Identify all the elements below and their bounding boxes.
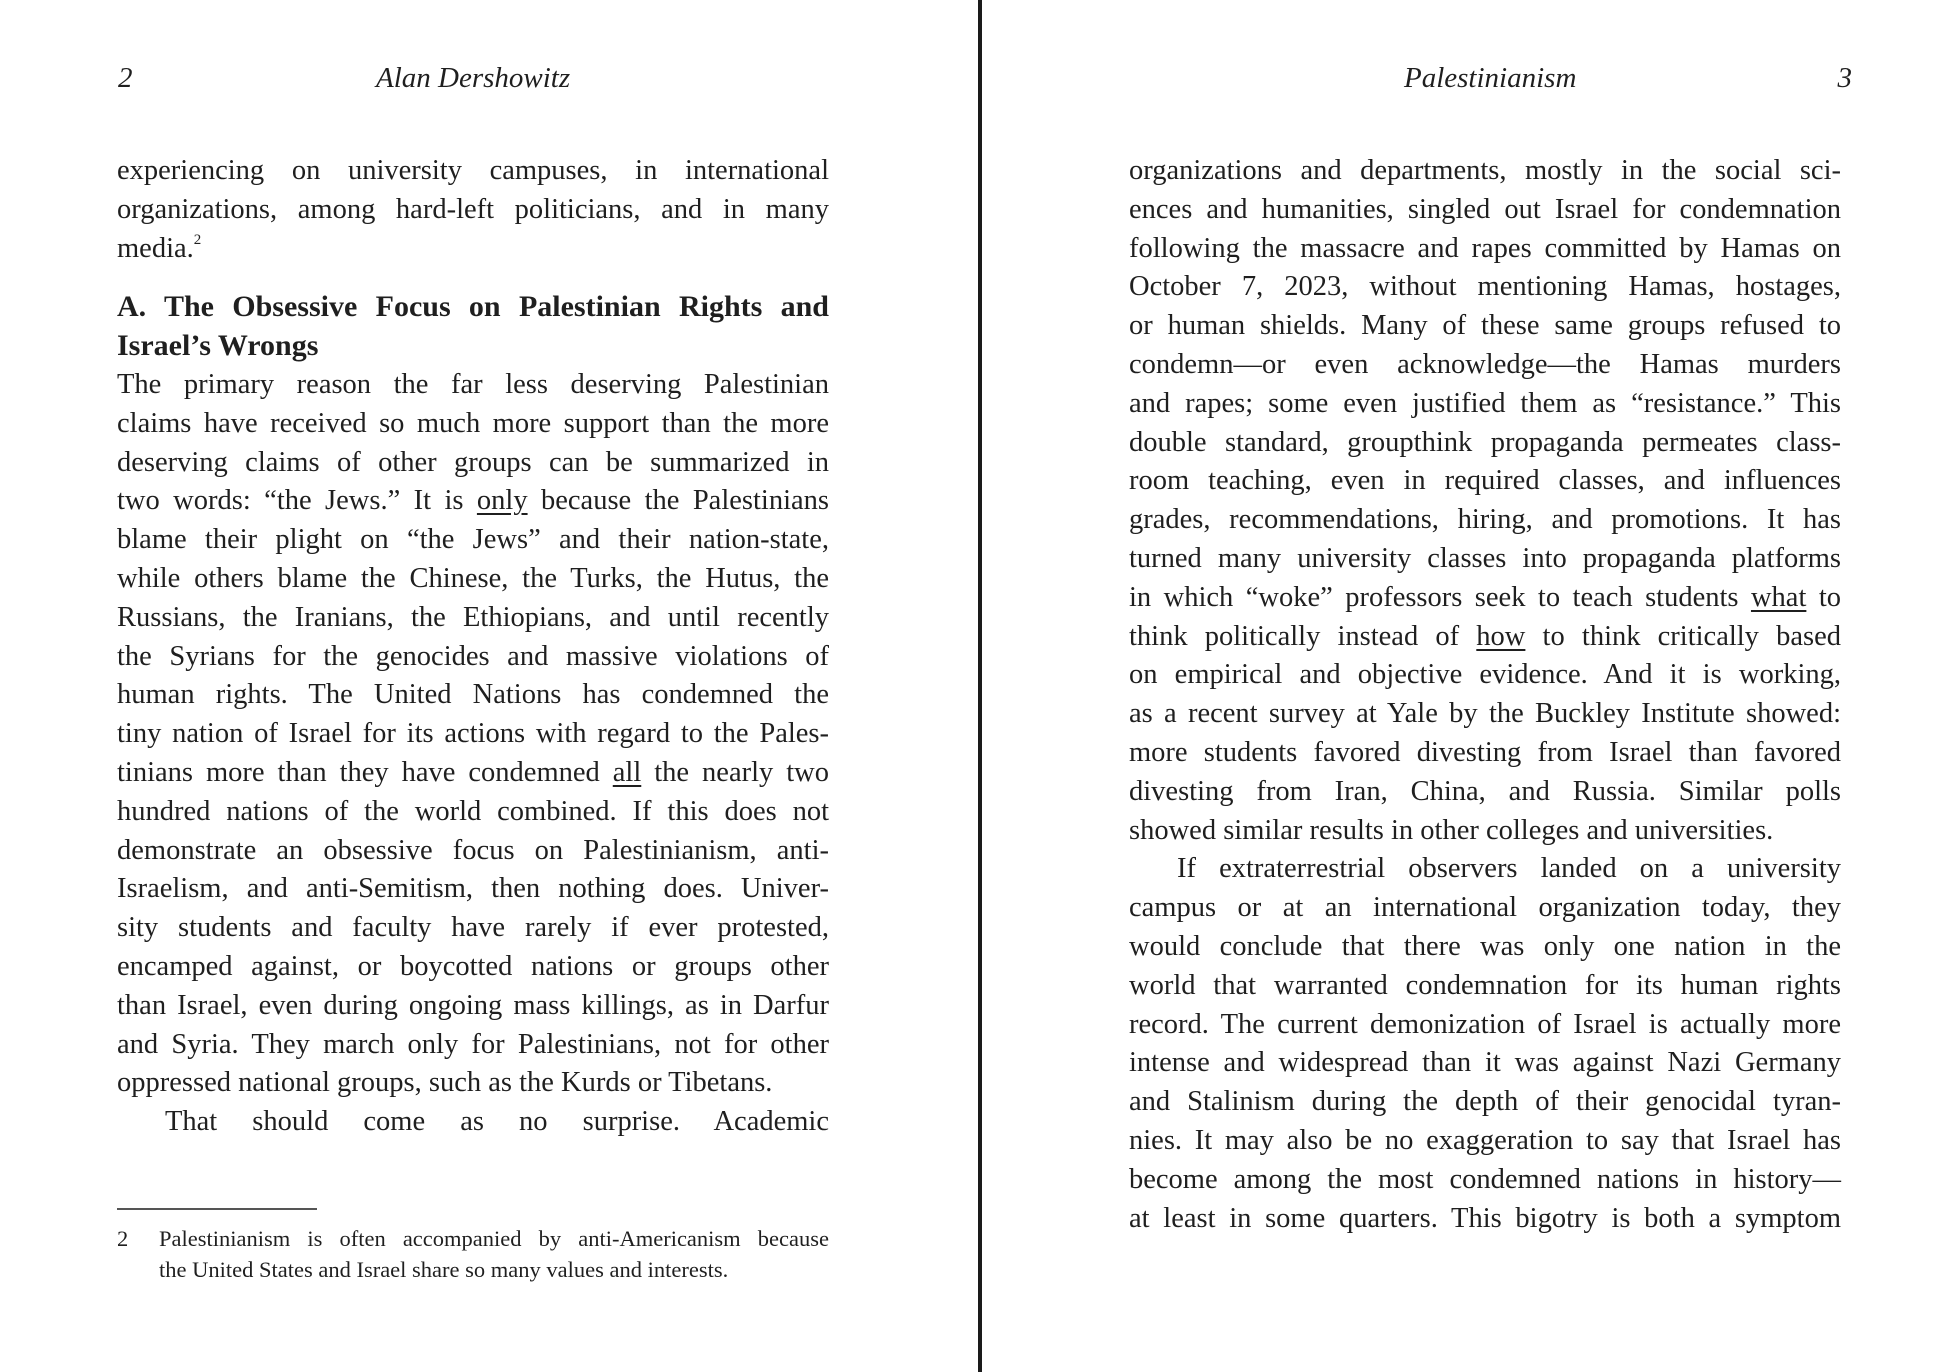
text-line: claims have received so much more support than the more (117, 407, 829, 439)
section-heading (117, 288, 829, 366)
text-line: more students favored divesting from Israel than favored (1129, 736, 1841, 768)
text-fragment: tinians more than they have condemned (117, 756, 613, 788)
text-line: demonstrate an obsessive focus on Palestinianism, anti- (117, 834, 829, 866)
text-line: on empirical and objective evidence. And it is working, (1129, 659, 1841, 691)
text-line: record. The current demonization of Israel is actually more (1129, 1008, 1841, 1040)
underlined-word: what (1750, 581, 1807, 613)
text-line: would conclude that there was only one nation in the (1129, 930, 1841, 962)
text-line: The primary reason the far less deserving Palestinian (117, 368, 829, 400)
text-line: while others blame the Chinese, the Turks, the Hutus, the (117, 562, 829, 594)
text-line: than Israel, even during ongoing mass killings, as in Darfur (117, 989, 829, 1021)
text-line: Russians, the Iranians, the Ethiopians, and until recently (117, 601, 829, 633)
underlined-word: all (612, 756, 642, 788)
text-line: campus or at an international organization today, they (1129, 892, 1841, 924)
footnote-text (159, 1224, 829, 1285)
text-line (1129, 579, 1841, 618)
page-number-right: 3 (1837, 62, 1852, 94)
text-line: deserving claims of other groups can be summarized in (117, 446, 829, 478)
text-line: nies. It may also be no exaggeration to say that Israel has (1129, 1124, 1841, 1156)
text-line: at least in some quarters. This bigotry is both a symptom (1129, 1202, 1841, 1234)
footnote-rule (117, 1208, 317, 1210)
left-text-block (117, 152, 829, 1142)
text-line: organizations, among hard-left politicians, and in many (117, 193, 829, 225)
text-fragment: think politically instead of (1129, 620, 1477, 652)
text-line (117, 482, 829, 521)
text-line: world that warranted condemnation for its human rights (1129, 969, 1841, 1001)
underlined-word: how (1476, 620, 1526, 652)
heading-line: Israel’s Wrongs (117, 329, 319, 363)
left-paragraph-1 (117, 152, 829, 268)
text-line: following the massacre and rapes committed by Hamas on (1129, 232, 1841, 264)
text-fragment: to (1806, 581, 1841, 613)
left-running-head (0, 58, 978, 98)
text-line: double standard, groupthink propaganda permeates class- (1129, 426, 1841, 458)
footnote-line: the United States and Israel share so many values and interests. (159, 1256, 729, 1282)
right-paragraph-1 (1129, 152, 1841, 850)
text-line: blame their plight on “the Jews” and their nation-state, (117, 524, 829, 556)
text-line: October 7, 2023, without mentioning Hamas, hostages, (1129, 271, 1841, 303)
text-line (117, 754, 829, 793)
text-line: and Stalinism during the depth of their genocidal tyran- (1129, 1086, 1841, 1118)
text-line (117, 230, 829, 269)
text-fragment: two words: “the Jews.” It is (117, 485, 477, 517)
text-line: sity students and faculty have rarely if ever protested, (117, 912, 829, 944)
text-fragment: to think critically based (1525, 620, 1841, 652)
page-number-left: 2 (118, 62, 133, 94)
text-fragment: in which “woke” professors seek to teach students (1129, 581, 1751, 613)
text-line: organizations and departments, mostly in the social sci- (1129, 155, 1841, 186)
text-line (1129, 618, 1841, 657)
left-paragraph-2 (117, 366, 829, 1103)
text-line: human rights. The United Nations has condemned the (117, 679, 829, 711)
text-line: That should come as no surprise. Academic (165, 1106, 829, 1138)
text-line: grades, recommendations, hiring, and promotions. It has (1129, 504, 1841, 536)
heading-line: A. The Obsessive Focus on Palestinian Rights and (117, 290, 829, 324)
footnote-reference[interactable]: 2 (193, 231, 202, 248)
text-line: encamped against, or boycotted nations or groups other (117, 950, 829, 982)
footnote-number: 2 (117, 1226, 129, 1251)
text-line: oppressed national groups, such as the Kurds or Tibetans. (117, 1067, 773, 1099)
text-fragment: the nearly two (641, 756, 829, 788)
running-head-title: Palestinianism (1404, 62, 1577, 94)
right-running-head (982, 58, 1960, 98)
left-paragraph-3 (117, 1103, 829, 1142)
text-line: as a recent survey at Yale by the Buckley Institute showed: (1129, 698, 1841, 730)
text-line: showed similar results in other colleges and universities. (1129, 814, 1774, 846)
text-fragment: because the Palestinians (527, 485, 829, 517)
text-line: and Syria. They march only for Palestinians, not for other (117, 1028, 829, 1060)
text-line: room teaching, even in required classes, and influences (1129, 465, 1841, 497)
underlined-word: only (476, 485, 528, 517)
right-text-block (1129, 152, 1841, 1238)
text-line: ences and humanities, singled out Israel for condemnation (1129, 193, 1841, 225)
text-line: experiencing on university campuses, in international (117, 155, 829, 186)
text-line: become among the most condemned nations in history— (1129, 1163, 1841, 1195)
text-line: divesting from Iran, China, and Russia. Similar polls (1129, 775, 1841, 807)
text-line: tiny nation of Israel for its actions with regard to the Pales- (117, 718, 829, 750)
text-line: hundred nations of the world combined. If this does not (117, 795, 829, 827)
left-page (0, 0, 978, 1372)
running-head-author: Alan Dershowitz (376, 62, 571, 94)
right-paragraph-2 (1129, 850, 1841, 1238)
text-line: condemn—or even acknowledge—the Hamas murders (1129, 348, 1841, 380)
text-line: intense and widespread than it was against Nazi Germany (1129, 1047, 1841, 1079)
text-line: the Syrians for the genocides and massive violations of (117, 640, 829, 672)
text-line: and rapes; some even justified them as “resistance.” This (1129, 387, 1841, 419)
text-line: If extraterrestrial observers landed on a university (1177, 853, 1841, 885)
right-page (982, 0, 1960, 1372)
text-fragment: media. (117, 232, 194, 264)
footnote-line: Palestinianism is often accompanied by anti-Americanism because (159, 1226, 829, 1251)
text-line: turned many university classes into propaganda platforms (1129, 542, 1841, 574)
text-line: or human shields. Many of these same groups refused to (1129, 310, 1841, 342)
text-line: Israelism, and anti-Semitism, then nothing does. Univer- (117, 873, 829, 905)
